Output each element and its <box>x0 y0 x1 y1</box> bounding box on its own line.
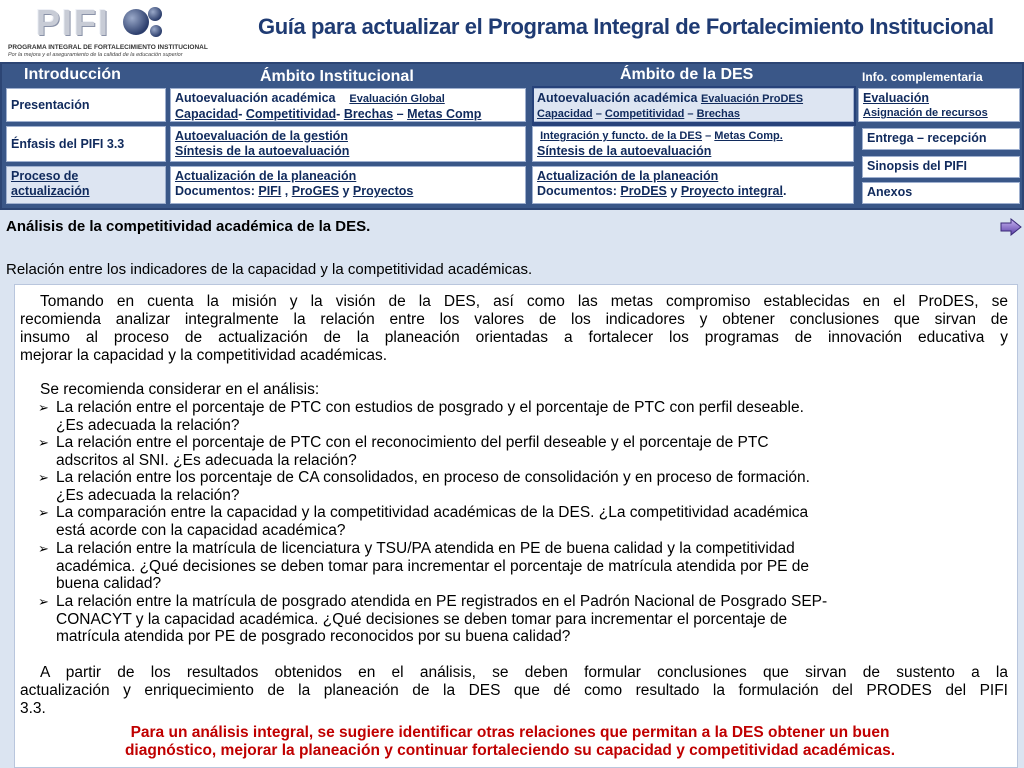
inst-documentos-line <box>175 184 521 199</box>
inst-brechas-link[interactable]: Brechas <box>343 107 394 121</box>
nav-item-actualizacion-institucional[interactable] <box>170 166 526 204</box>
bullet-5-line-2: académica. ¿Qué decisiones se deben tomar para incrementar el porcentaje de matrícula atendida por PE de <box>56 557 810 575</box>
consider-heading: Se recomienda considerar en el análisis: <box>40 381 320 398</box>
inst-sintesis-link[interactable]: Síntesis de la autoevaluación <box>175 144 350 158</box>
inst-gestion-link[interactable]: Autoevaluación de la gestión <box>175 129 348 143</box>
des-sep-endash: – <box>595 108 602 120</box>
des-sep-y: y <box>670 184 678 198</box>
conclusion-line-2: actualización y enriquecimiento de la planeación de la DES que dé como resultado la formulación del PRODES del PIFI <box>20 682 1008 699</box>
bullet-arrow-icon: ➢ <box>38 400 49 415</box>
navigation-panel <box>0 62 1024 210</box>
bullet-item-1 <box>38 399 1006 434</box>
info-asignacion-link[interactable]: Asignación de recursos <box>863 107 988 119</box>
des-actualizacion-link[interactable]: Actualización de la planeación <box>537 169 719 183</box>
des-metas-link[interactable]: Metas Comp. <box>714 130 783 142</box>
nav-item-enfasis-pifi[interactable]: Énfasis del PIFI 3.3 <box>6 126 166 162</box>
bullet-arrow-icon: ➢ <box>38 470 49 485</box>
des-documentos-label: Documentos: <box>537 184 617 198</box>
nav-header-ambito-des[interactable]: Ámbito de la DES <box>620 66 754 83</box>
bullet-1-line-2: ¿Es adecuada la relación? <box>56 416 240 434</box>
intro-line-2: recomienda analizar integralmente la relación entre los valores de los indicadores y obtener conclusiones que sirvan de <box>20 311 1008 328</box>
bullet-item-6 <box>38 593 1006 646</box>
header <box>0 0 1024 62</box>
bullet-6-line-1: La relación entre la matrícula de posgrado atendida en PE registrados en el Padrón Nacional de Posgrado SEP- <box>56 593 828 610</box>
inst-r1-line1 <box>175 91 521 107</box>
nav-item-anexos[interactable]: Anexos <box>862 182 1020 204</box>
nav-item-actualizacion-des[interactable] <box>532 166 854 204</box>
logo-spheres-icon <box>122 4 166 40</box>
final-note-line-2: diagnóstico, mejorar la planeación y continuar fortaleciendo su capacidad y competitividad académicas. <box>124 742 896 759</box>
bullet-arrow-icon: ➢ <box>38 594 49 609</box>
des-integracion-link[interactable]: Integración y functo. de la DES <box>540 130 703 142</box>
nav-item-proceso-actualizacion[interactable] <box>6 166 166 204</box>
intro-line-4: mejorar la capacidad y la competitividad académicas. <box>20 347 388 364</box>
des-sintesis-link[interactable]: Síntesis de la autoevaluación <box>537 144 712 158</box>
logo-line2: Por la mejora y el aseguramiento de la calidad de la educación superior <box>8 52 183 58</box>
next-arrow-icon[interactable] <box>1000 218 1022 236</box>
nav-selected-highlight <box>532 86 856 126</box>
proceso-line2: actualización <box>11 184 90 198</box>
nav-item-presentacion[interactable]: Presentación <box>6 88 166 122</box>
bullet-6-line-2: CONACYT y la capacidad académica. ¿Qué decisiones se deben tomar para incrementar el porcentaje de <box>56 610 788 628</box>
nav-item-entrega-recepcion[interactable]: Entrega – recepción <box>862 128 1020 150</box>
nav-header-ambito-institucional[interactable]: Ámbito Institucional <box>260 68 414 85</box>
pifi-logo <box>2 2 208 58</box>
des-competitividad-link[interactable]: Competitividad <box>604 108 685 120</box>
bullet-item-5 <box>38 540 1006 593</box>
intro-line-1: Tomando en cuenta la misión y la visión de la DES, así como las metas compromiso establecidas en el ProDES, se <box>40 293 1008 310</box>
bullet-item-3 <box>38 469 1006 504</box>
logo-text: PIFI <box>36 2 111 43</box>
bullet-4-line-1: La comparación entre la capacidad y la competitividad académicas de la DES. ¿La competitividad académica <box>56 504 809 521</box>
final-note-line-1: Para un análisis integral, se sugiere identificar otras relaciones que permitan a la DES obtener un buen <box>130 724 890 741</box>
des-brechas-link[interactable]: Brechas <box>696 108 741 120</box>
logo-line1: PROGRAMA INTEGRAL DE FORTALECIMIENTO INSTITUCIONAL <box>8 44 208 51</box>
inst-sep-comma: , <box>284 184 289 198</box>
bullet-5-line-1: La relación entre la matrícula de licenciatura y TSU/PA atendida en PE de buena calidad y la competitividad <box>56 540 795 557</box>
inst-evaluacion-global-link[interactable]: Evaluación Global <box>349 93 445 105</box>
inst-sep-dash2: - <box>336 107 341 121</box>
intro-line-3: insumo al proceso de actualización de la planeación orientadas a fortalecer los programas de innovación educativa y <box>20 329 1008 346</box>
nav-header-introduccion[interactable]: Introducción <box>24 66 121 83</box>
des-documentos-line <box>537 184 849 199</box>
des-prodes-link[interactable]: ProDES <box>620 184 667 198</box>
conclusion-line-3: 3.3. <box>20 700 46 717</box>
bullet-6-line-3: matrícula atendida por PE de posgrado reconocidos por su buena calidad? <box>56 628 571 645</box>
inst-competitividad-link[interactable]: Competitividad <box>245 107 337 121</box>
section-title: Análisis de la competitividad académica de la DES. <box>6 218 371 235</box>
inst-proyectos-link[interactable]: Proyectos <box>352 184 414 198</box>
nav-item-integracion-des[interactable] <box>532 126 854 162</box>
bullet-item-4 <box>38 504 1006 539</box>
des-proyecto-integral-link[interactable]: Proyecto integral <box>680 184 783 198</box>
inst-r1-line2 <box>175 107 521 122</box>
nav-item-autoevaluacion-gestion[interactable] <box>170 126 526 162</box>
nav-item-sinopsis-pifi[interactable]: Sinopsis del PIFI <box>862 156 1020 178</box>
inst-pifi-link[interactable]: PIFI <box>258 184 282 198</box>
des-r2-line1 <box>537 129 849 144</box>
bullet-4-line-2: está acorde con la capacidad académica? <box>56 521 346 539</box>
inst-actualizacion-link[interactable]: Actualización de la planeación <box>175 169 357 183</box>
page-title: Guía para actualizar el Programa Integral de Fortalecimiento Institucional <box>258 14 994 39</box>
bullet-5-line-3: buena calidad? <box>56 575 162 592</box>
bullet-arrow-icon: ➢ <box>38 541 49 556</box>
inst-proges-link[interactable]: ProGES <box>291 184 339 198</box>
bullet-1-line-1: La relación entre el porcentaje de PTC con estudios de posgrado y el porcentaje de PTC con perfil deseable. <box>56 399 804 416</box>
des-sep-endash3: – <box>705 130 712 142</box>
proceso-line1: Proceso de <box>11 169 79 183</box>
inst-autoevaluacion-label: Autoevaluación académica <box>175 91 336 105</box>
bullet-2-line-2: adscritos al SNI. ¿Es adecuada la relación? <box>56 451 357 469</box>
section-header <box>0 210 1024 280</box>
bullet-3-line-1: La relación entre los porcentaje de CA consolidados, en proceso de consolidación y en proceso de formación. <box>56 469 810 486</box>
conclusion-line-1: A partir de los resultados obtenidos en el análisis, se deben formular conclusiones que sirvan de sustento a la <box>40 664 1008 681</box>
section-subtitle: Relación entre los indicadores de la capacidad y la competitividad académicas. <box>6 261 533 278</box>
des-autoevaluacion-label: Autoevaluación académica <box>537 91 698 105</box>
des-sep-dot: . <box>782 184 787 198</box>
des-evaluacion-prodes-link[interactable]: Evaluación ProDES <box>700 93 804 105</box>
bullet-2-line-1: La relación entre el porcentaje de PTC con el reconocimiento del perfil deseable y el porcentaje de PTC <box>56 434 769 451</box>
bullet-item-2 <box>38 434 1006 469</box>
bullet-arrow-icon: ➢ <box>38 505 49 520</box>
nav-header-info-complementaria[interactable]: Info. complementaria <box>862 70 983 84</box>
inst-sep-endash: – <box>396 107 404 121</box>
inst-documentos-label: Documentos: <box>175 184 255 198</box>
inst-metas-link[interactable]: Metas Comp <box>407 107 482 121</box>
bullet-3-line-2: ¿Es adecuada la relación? <box>56 486 240 504</box>
info-evaluacion-link[interactable]: Evaluación <box>863 91 929 105</box>
nav-item-evaluacion-info[interactable] <box>858 88 1020 122</box>
inst-sep-dash: - <box>238 107 243 121</box>
des-capacidad-link[interactable]: Capacidad <box>537 108 593 120</box>
bullet-arrow-icon: ➢ <box>38 435 49 450</box>
nav-item-autoevaluacion-institucional[interactable] <box>170 88 526 122</box>
des-sep-endash2: – <box>687 108 694 120</box>
inst-capacidad-link[interactable]: Capacidad <box>175 107 239 121</box>
inst-sep-y: y <box>342 184 350 198</box>
